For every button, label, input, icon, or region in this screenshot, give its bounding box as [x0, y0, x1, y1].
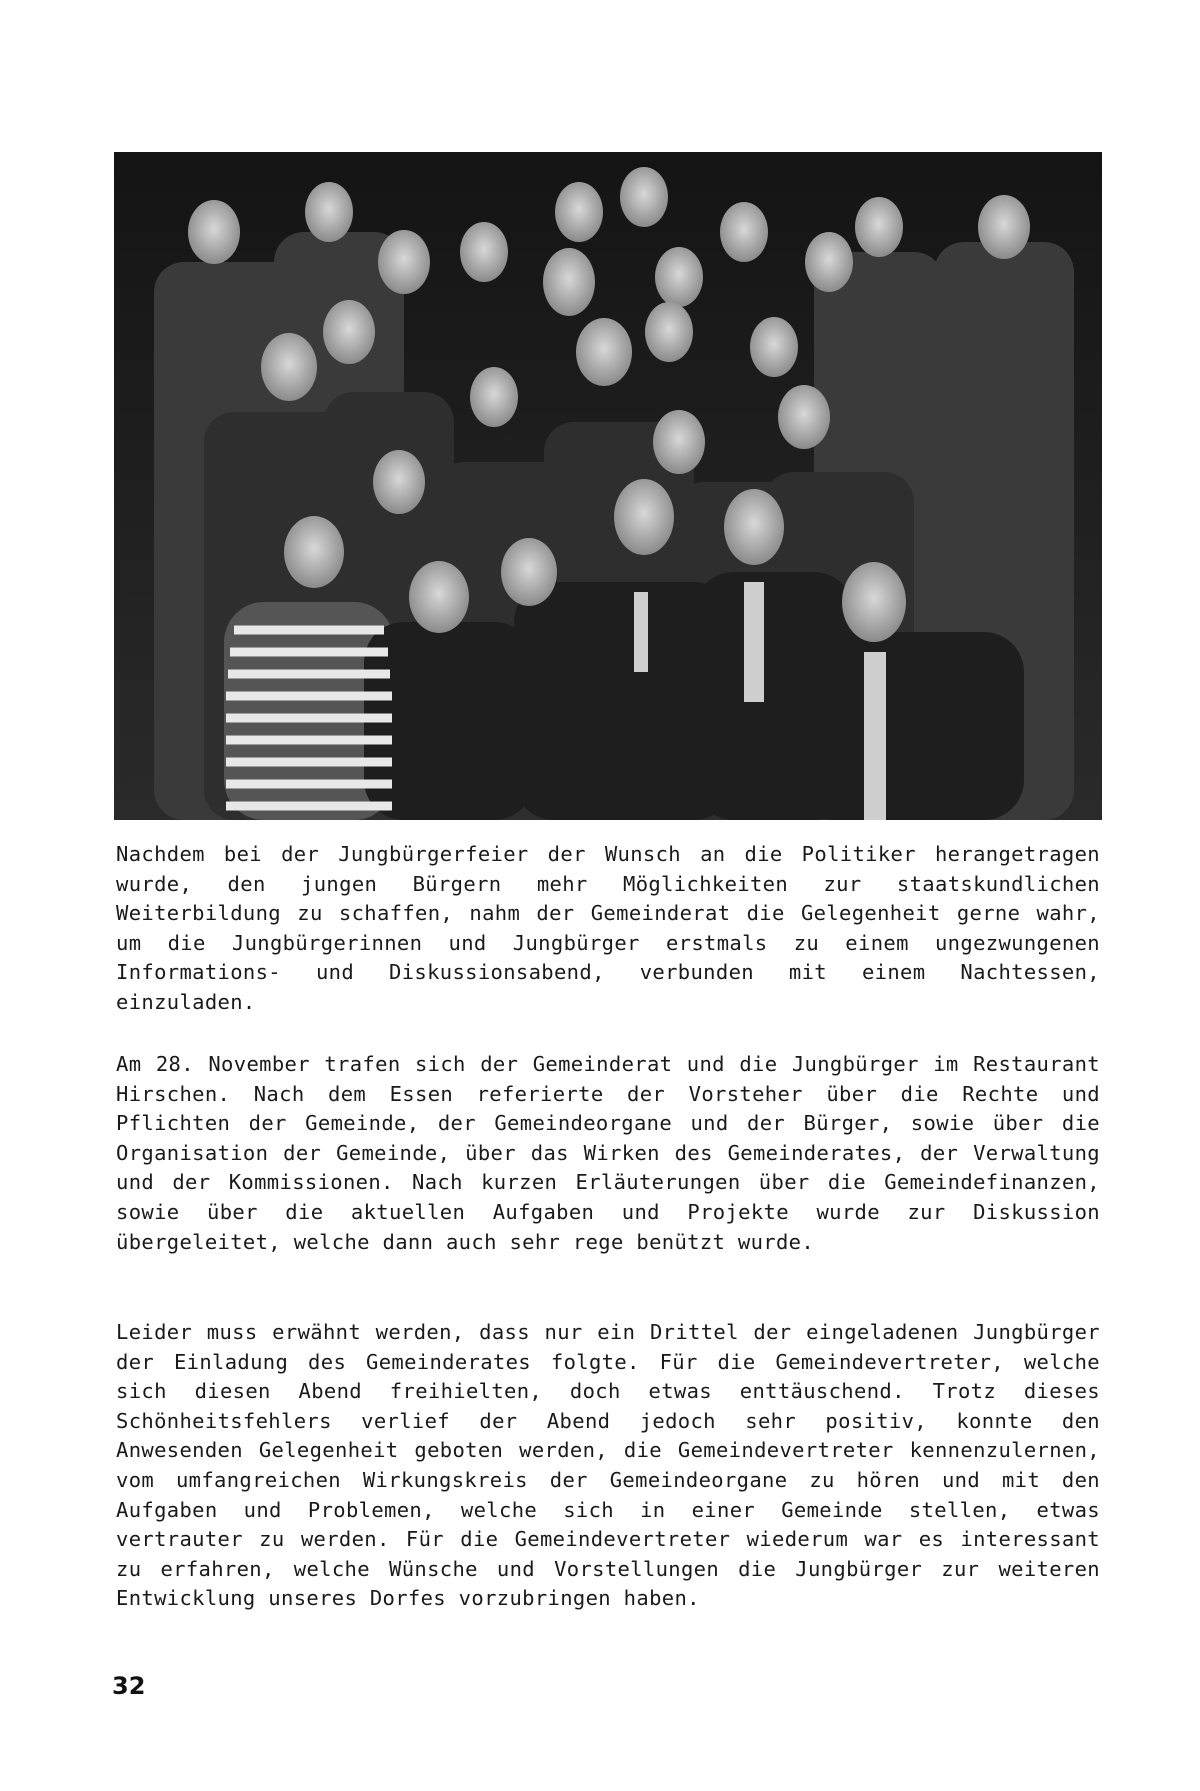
page-number: 32 [112, 1672, 146, 1700]
paragraph-2: Am 28. November trafen sich der Gemeinderat und die Jungbürger im Restaurant Hirschen. Nach dem Essen referierte der Vorsteher über die Rechte und Pflichten der Gemeinde, der Gemeindeorgane und der Bürger, sowie über die Organisation der Gemeinde, über das Wirken des Gemeinderates, der Verwaltung und der Kommissionen. Nach kurzen Erläuterungen über die Gemeindefinanzen, sowie über die aktuellen Aufgaben und Projekte wurde zur Diskussion übergeleitet, welche dann auch sehr rege benützt wurde. [116, 1052, 1100, 1254]
group-photo-image [114, 152, 1102, 820]
group-photo [114, 152, 1102, 820]
paragraph-1: Nachdem bei der Jungbürgerfeier der Wunsch an die Politiker herangetragen wurde, den jungen Bürgern mehr Möglichkeiten zur staatskundlichen Weiterbildung zu schaffen, nahm der Gemeinderat die Gelegenheit gerne wahr, um die Jungbürgerinnen und Jungbürger erstmals zu einem ungezwungenen Informations- und Diskussionsabend, verbunden mit einem Nachtessen, einzuladen. [116, 842, 1100, 1014]
paragraph-3: Leider muss erwähnt werden, dass nur ein Drittel der eingeladenen Jungbürger der Einladung des Gemeinderates folgte. Für die Gemeindevertreter, welche sich diesen Abend freihielten, doch etwas enttäuschend. Trotz dieses Schönheitsfehlers verlief der Abend jedoch sehr positiv, konnte den Anwesenden Gelegenheit geboten werden, die Gemeindevertreter kennenzulernen, vom umfangreichen Wirkungskreis der Gemeindeorgane zu hören und mit den Aufgaben und Problemen, welche sich in einer Gemeinde stellen, etwas vertrauter zu werden. Für die Gemeindevertreter wiederum war es interessant zu erfahren, welche Wünsche und Vorstellungen die Jungbürger zur weiteren Entwicklung unseres Dorfes vorzubringen haben. [116, 1320, 1100, 1611]
